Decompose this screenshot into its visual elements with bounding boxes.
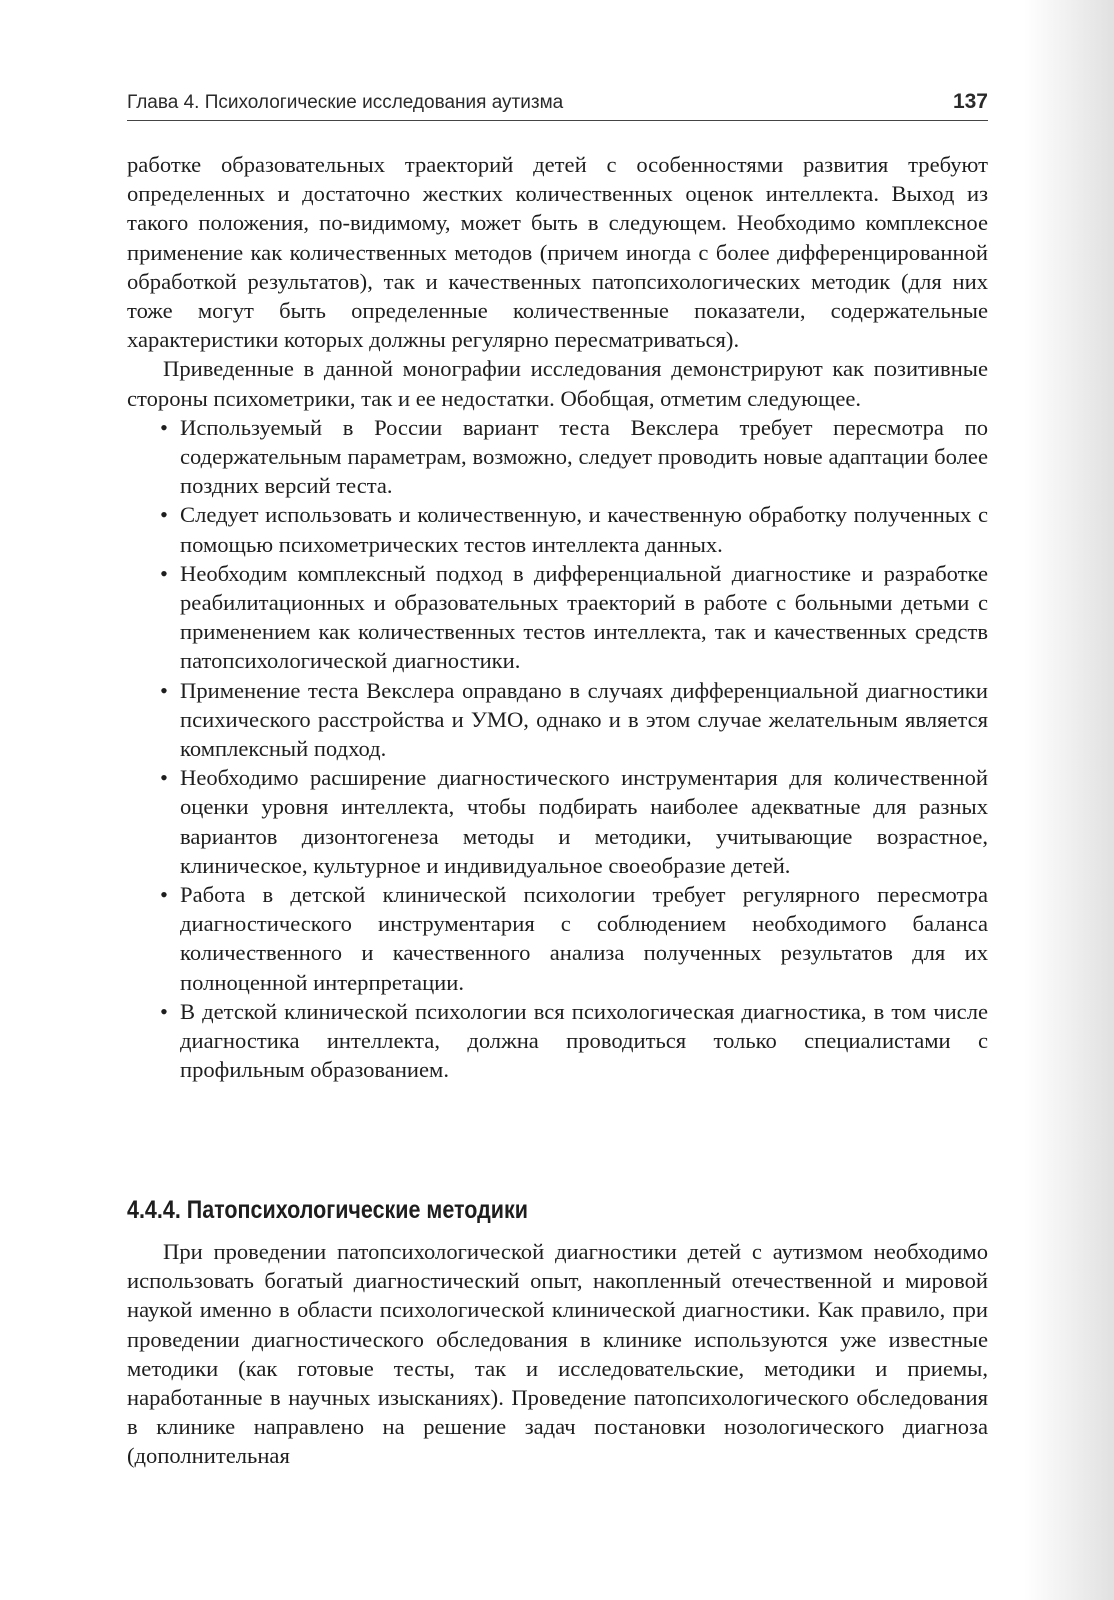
list-item bbox=[160, 763, 988, 880]
chapter-title: Глава 4. Психологические исследования аутизма bbox=[127, 92, 564, 113]
page-edge-shadow bbox=[1024, 0, 1114, 1600]
bullet-icon: • bbox=[160, 560, 168, 586]
bullet-icon: • bbox=[160, 765, 168, 791]
section-heading: 4.4.4. Патопсихологические методики bbox=[127, 1196, 528, 1224]
section-paragraph: При проведении патопсихологической диагностики детей с аутизмом необходимо использовать богатый диагностический опыт, накопленный отечественной и мировой наукой именно в области психологической клинической диагностики. Как правило, при проведении диагностического обследования в клинике используются уже известные методики (как готовые тесты, так и исследовательские, методики и приемы, наработанные в научных изысканиях). Проведение патопсихологического обследования в клинике направлено на решение задач постановки нозологического диагноза (дополнительная bbox=[127, 1239, 988, 1469]
list-item bbox=[160, 500, 988, 558]
running-header bbox=[127, 90, 988, 121]
list-item-text: Применение теста Векслера оправдано в случаях дифференциальной диагностики психического расстройства и УМО, однако и в этом случае желательным является комплексный подход. bbox=[180, 677, 988, 762]
page-number: 137 bbox=[952, 90, 988, 113]
list-item bbox=[160, 559, 988, 676]
list-item bbox=[160, 880, 988, 997]
bullet-icon: • bbox=[160, 414, 168, 440]
bullet-icon: • bbox=[160, 502, 168, 528]
list-item-text: Следует использовать и количественную, и качественную обработку полученных с помощью психометрических тестов интеллекта данных. bbox=[180, 502, 988, 557]
bullet-icon: • bbox=[160, 677, 168, 703]
list-item-text: Необходимо расширение диагностического инструментария для количественной оценки уровня интеллекта, чтобы подбирать наиболее адекватные для разных вариантов дизонтогенеза методы и методики, учитывающие возрастное, клиническое, культурное и индивидуальное своеобразие детей. bbox=[180, 765, 988, 878]
list-item bbox=[160, 676, 988, 764]
list-item-text: Работа в детской клинической психологии требует регулярного пересмотра диагностического инструментария с соблюдением необходимого баланса количественного и качественного анализа полученных результатов для их полноценной интерпретации. bbox=[180, 882, 988, 995]
list-item-text: Необходим комплексный подход в дифференциальной диагностике и разработке реабилитационных и образовательных траекторий в работе с больными детьми с применением как количественных тестов интеллекта, так и качественных средств патопсихологической диагностики. bbox=[180, 560, 988, 674]
paragraph-continued: работке образовательных траекторий детей с особенностями развития требуют определенных и достаточно жестких количественных оценок интеллекта. Выход из такого положения, по-видимому, может быть в следующем. Необходимо комплексное применение как количественных методов (причем иногда с более дифференцированной обработкой результатов), так и качественных патопсихологических методик (для них тоже могут быть определенные количественные показатели, содержательные характеристики которых должны регулярно пересматриваться). bbox=[127, 152, 988, 353]
section-body bbox=[127, 1237, 988, 1471]
bullet-icon: • bbox=[160, 882, 168, 908]
bullet-icon: • bbox=[160, 998, 168, 1024]
list-item bbox=[160, 997, 988, 1085]
list-item-text: Используемый в России вариант теста Векслера требует пересмотра по содержательным параметрам, возможно, следует проводить новые адаптации более поздних версий теста. bbox=[180, 414, 988, 499]
conclusions-list bbox=[127, 413, 988, 1085]
list-item-text: В детской клинической психологии вся психологическая диагностика, в том числе диагностика интеллекта, должна проводиться только специалистами с профильным образованием. bbox=[180, 998, 988, 1083]
page-body bbox=[127, 150, 988, 1085]
list-item bbox=[160, 413, 988, 501]
paragraph-summary-intro: Приведенные в данной монографии исследования демонстрируют как позитивные стороны психометрики, так и ее недостатки. Обобщая, отметим следующее. bbox=[127, 356, 988, 411]
